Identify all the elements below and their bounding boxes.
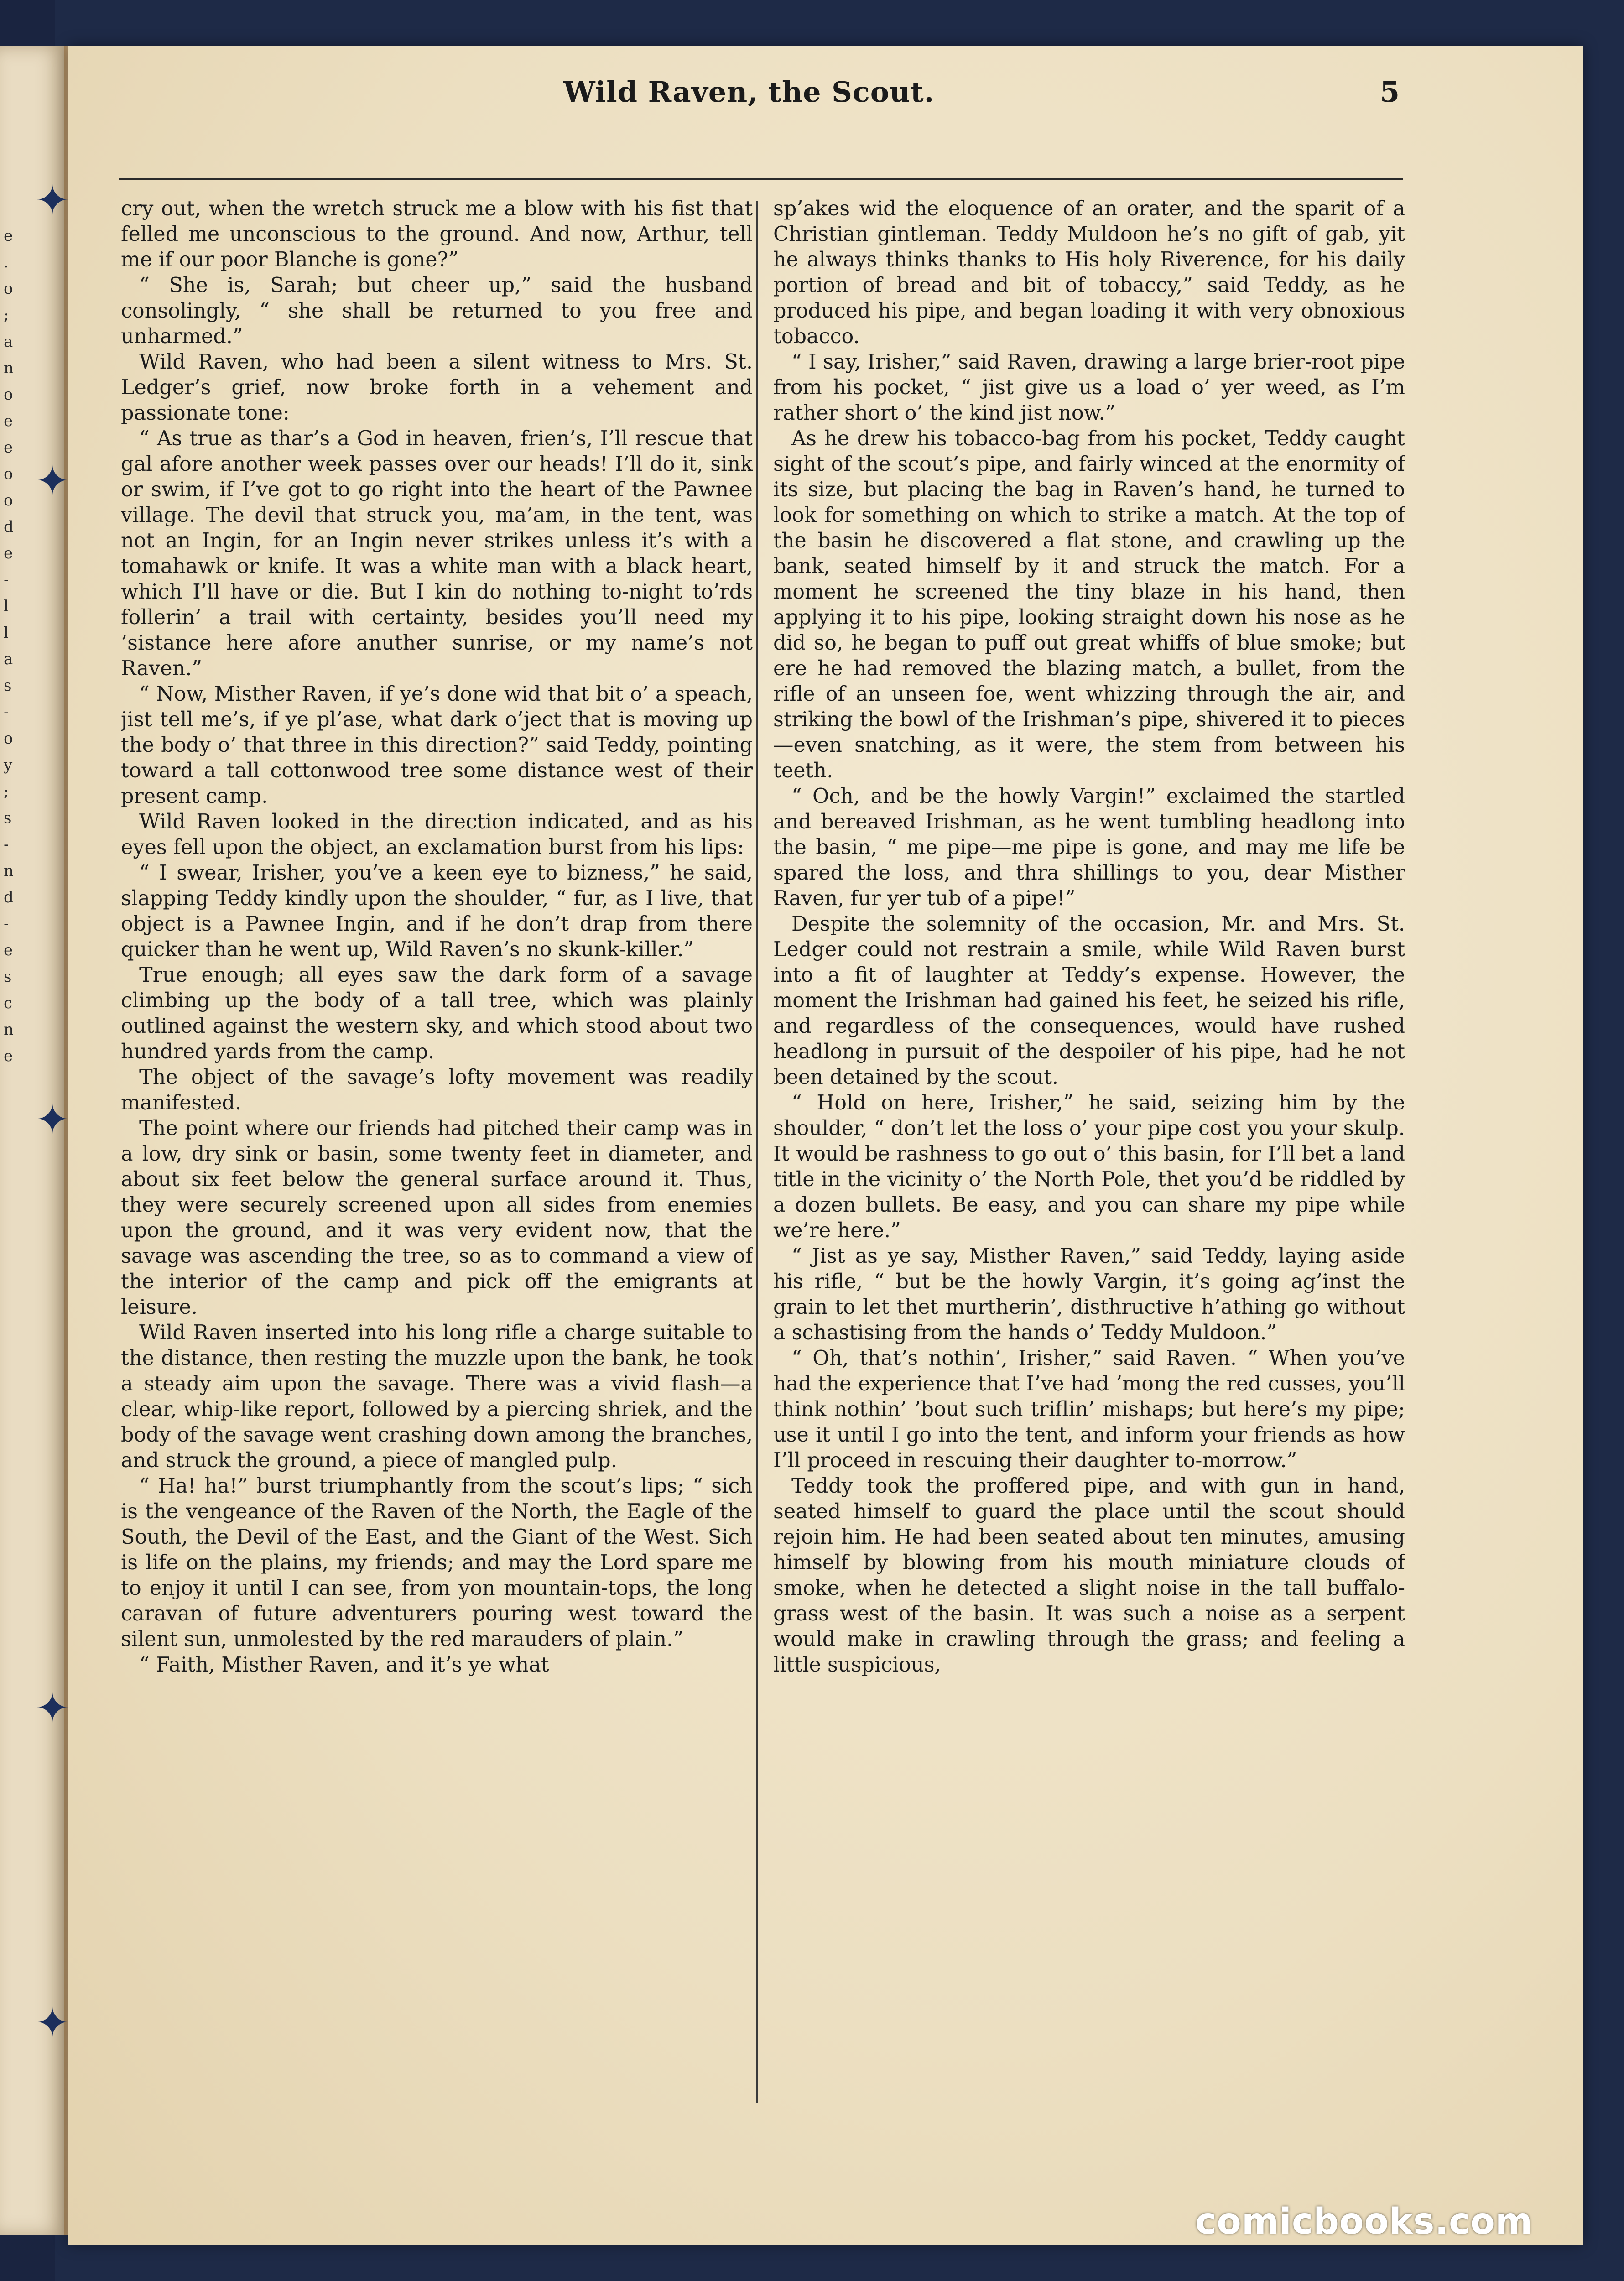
column-divider <box>756 201 758 2103</box>
previous-page-fragment: e <box>4 544 13 562</box>
previous-page-fragment: d <box>4 518 14 536</box>
previous-page-fragment: . <box>4 253 9 271</box>
paragraph: “ I say, Irisher,” said Raven, drawing a large brier-root pipe from his pocket, “ jist give us a load o’ yer weed, as I’m rather short o’ the kind jist now.” <box>773 350 1405 425</box>
paragraph: “ Faith, Misther Raven, and it’s ye what <box>139 1653 549 1677</box>
paragraph: The object of the savage’s lofty movement was readily manifested. <box>121 1066 753 1114</box>
stitch-mark-icon: ✦ <box>35 457 70 505</box>
previous-page-fragment: ; <box>4 306 9 324</box>
previous-page-fragment: s <box>4 809 12 827</box>
paragraph: “ Hold on here, Irisher,” he said, seizing him by the shoulder, “ don’t let the loss o’ your pipe cost you your skulp. It would be rashness to go out o’ this basin, for I’ll bet a land title in the vicinity o’ the North Pole, thet you’d be riddled by a dozen bullets. Be easy, and you can share my pipe while we’re here.” <box>773 1091 1405 1242</box>
paragraph: “ Och, and be the howly Vargin!” exclaimed the startled and bereaved Irishman, as he went tumbling headlong into the basin, “ me pipe—me pipe is gone, and may me life be spared the loss, and thra shillings to you, dear Misther Raven, fur yer tub of a pipe!” <box>773 785 1405 910</box>
previous-page-fragment: o <box>4 280 13 298</box>
paragraph: cry out, when the wretch struck me a blow with his fist that felled me unconscious to the ground. And now, Arthur, tell me if our poor Blanche is gone?” <box>121 197 753 271</box>
previous-page-fragment: a <box>4 333 13 351</box>
paragraph: Despite the solemnity of the occasion, Mr. and Mrs. St. Ledger could not restrain a smile, while Wild Raven burst into a fit of laughter at Teddy’s expense. However, the moment the Irishman had gained his feet, he seized his rifle, and regardless of the consequences, would have rushed headlong in pursuit of the despoiler of his pipe, had he not been detained by the scout. <box>773 912 1405 1089</box>
previous-page-fragment: o <box>4 385 13 404</box>
paragraph: Teddy took the proffered pipe, and with gun in hand, seated himself to guard the place until the scout should rejoin him. He had been seated about ten minutes, amusing himself by blowing from his mouth miniature clouds of smoke, when he detected a slight noise in the tall buffalo-grass west of the basin. It was such a noise as a serpent would make in crawling through the grass; and feeling a little suspicious, <box>773 1474 1405 1677</box>
page-header <box>0 75 1624 139</box>
paragraph: “ Ha! ha!” burst triumphantly from the scout’s lips; “ sich is the vengeance of the Raven of the North, the Eagle of the South, the Devil of the East, and the Giant of the West. Sich is life on the plains, my friends; and may the Lord spare me to enjoy it until I can see, from yon mountain-tops, the long caravan of future adventurers pouring west toward the silent sun, unmolested by the red marauders of plain.” <box>121 1474 753 1651</box>
paragraph: “ Oh, that’s nothin’, Irisher,” said Raven. “ When you’ve had the experience that I’ve had ’mong the red cusses, you’ll think nothin’ ’bout such triflin’ mishaps; but here’s my pipe; use it until I go into the tent, and inform your friends as how I’ll proceed in rescuing their daughter to-morrow.” <box>773 1347 1405 1472</box>
previous-page-fragment: e <box>4 227 13 245</box>
paragraph: “ I swear, Irisher, you’ve a keen eye to bizness,” he said, slapping Teddy kindly upon the shoulder, “ fur, as I live, that object is a Pawnee Ingin, and if he don’t drap from there quicker than he went up, Wild Raven’s no skunk-killer.” <box>121 861 753 961</box>
previous-page-fragment: e <box>4 941 13 959</box>
paragraph: “ Now, Misther Raven, if ye’s done wid that bit o’ a speach, jist tell me’s, if ye pl’ase, what dark o’ject that is moving up the body o’ that three in this direction?” said Teddy, pointing toward a tall cottonwood tree some distance west of their present camp. <box>121 682 753 808</box>
stitch-mark-icon: ✦ <box>35 177 70 224</box>
previous-page-fragment: l <box>4 597 9 615</box>
previous-page-fragment: d <box>4 888 14 906</box>
previous-page-fragment: e <box>4 438 13 457</box>
right-column <box>773 196 1405 2103</box>
stitch-mark-icon: ✦ <box>35 1096 70 1144</box>
previous-page-fragment: l <box>4 624 9 642</box>
left-column <box>121 196 753 2103</box>
previous-page-fragment: n <box>4 1021 14 1039</box>
previous-page-fragment: s <box>4 968 12 986</box>
previous-page-fragment: s <box>4 677 12 695</box>
paragraph: Wild Raven, who had been a silent witness to Mrs. St. Ledger’s grief, now broke forth in a vehement and passionate tone: <box>121 350 753 425</box>
previous-page-fragment: ; <box>4 782 9 801</box>
paragraph: “ Jist as ye say, Misther Raven,” said Teddy, laying aside his rifle, “ but be the howly Vargin, it’s going ag’inst the grain to let thet murtherin’, disthructive h’athing go without a schastising from the hands o’ Teddy Muldoon.” <box>773 1245 1405 1344</box>
stitch-mark-icon: ✦ <box>35 1684 70 1732</box>
previous-page-fragment: - <box>4 915 9 933</box>
paragraph: The point where our friends had pitched their camp was in a low, dry sink or basin, some twenty feet in diameter, and about six feet below the general surface around it. Thus, they were securely screened upon all sides from enemies upon the ground, and it was very evident now, that the savage was ascending the tree, so as to command a view of the interior of the camp and pick off the emigrants at leisure. <box>121 1117 753 1319</box>
header-rule <box>119 178 1403 180</box>
previous-page-fragment: n <box>4 359 14 377</box>
previous-page-fragment: o <box>4 491 13 510</box>
paragraph: “ As true as thar’s a God in heaven, frien’s, I’ll rescue that gal afore another week passes over our heads! I’ll do it, sink or swim, if I’ve got to go right into the heart of the Pawnee village. The devil that struck you, ma’am, in the tent, was not an Ingin, for an Ingin never strikes unless it’s with a tomahawk or knife. It was a white man with a black heart, which I’ll have or die. But I kin do nothing to-night to’rds follerin’ a trail with certainty, besides you’ll need my ’sistance here afore anuther sunrise, or my name’s not Raven.” <box>121 427 753 680</box>
previous-page-fragment: - <box>4 835 9 854</box>
stitch-mark-icon: ✦ <box>35 1999 70 2047</box>
paragraph: Wild Raven inserted into his long rifle a charge suitable to the distance, then resting the muzzle upon the bank, he took a steady aim upon the savage. There was a vivid flash—a clear, whip-like report, followed by a piercing shriek, and the body of the savage went crashing down among the branches, and struck the ground, a piece of mangled pulp. <box>121 1321 753 1472</box>
previous-page-fragment: o <box>4 465 13 483</box>
paragraph: sp’akes wid the eloquence of an orater, and the sparit of a Christian gintleman. Teddy Muldoon he’s no gift of gab, yit he always thinks thanks to His holy Riverence, for his daily portion of bread and bit of tobaccy,” said Teddy, as he produced his pipe, and began loading it with very obnoxious tobacco. <box>773 197 1405 348</box>
previous-page-fragment: y <box>4 756 13 774</box>
previous-page-fragment: - <box>4 571 9 589</box>
watermark: comicbooks.com <box>1195 2201 1533 2242</box>
previous-page-fragment: n <box>4 862 14 880</box>
previous-page-fragment: - <box>4 703 9 721</box>
previous-page-fragment: e <box>4 1047 13 1065</box>
previous-page-fragment: o <box>4 729 13 748</box>
paragraph: “ She is, Sarah; but cheer up,” said the husband consolingly, “ she shall be returned to you free and unharmed.” <box>121 274 753 348</box>
running-title: Wild Raven, the Scout. <box>563 75 935 109</box>
previous-page-fragment: a <box>4 650 13 668</box>
previous-page-fragment: c <box>4 994 13 1012</box>
page-number: 5 <box>1380 75 1400 109</box>
previous-page-fragment: e <box>4 412 13 430</box>
paragraph: As he drew his tobacco-bag from his pocket, Teddy caught sight of the scout’s pipe, and fairly winced at the enormity of its size, but placing the bag in Raven’s hand, he turned to look for something on which to strike a match. At the top of the basin he discovered a flat stone, and crawling up the bank, seated himself by it and struck the match. For a moment he screened the tiny blaze in his hand, then applying it to his pipe, looking straight down his nose as he did so, he began to puff out great whiffs of blue smoke; but ere he had removed the blazing match, a bullet, from the rifle of an unseen foe, went whizzing through the air, and striking the bowl of the Irishman’s pipe, shivered it to pieces —even snatching, as it were, the stem from between his teeth. <box>773 427 1405 782</box>
paragraph: Wild Raven looked in the direction indicated, and as his eyes fell upon the object, an exclamation burst from his lips: <box>121 810 753 859</box>
paragraph: True enough; all eyes saw the dark form of a savage climbing up the body of a tall tree, which was plainly outlined against the western sky, and which stood about two hundred yards from the camp. <box>121 963 753 1063</box>
